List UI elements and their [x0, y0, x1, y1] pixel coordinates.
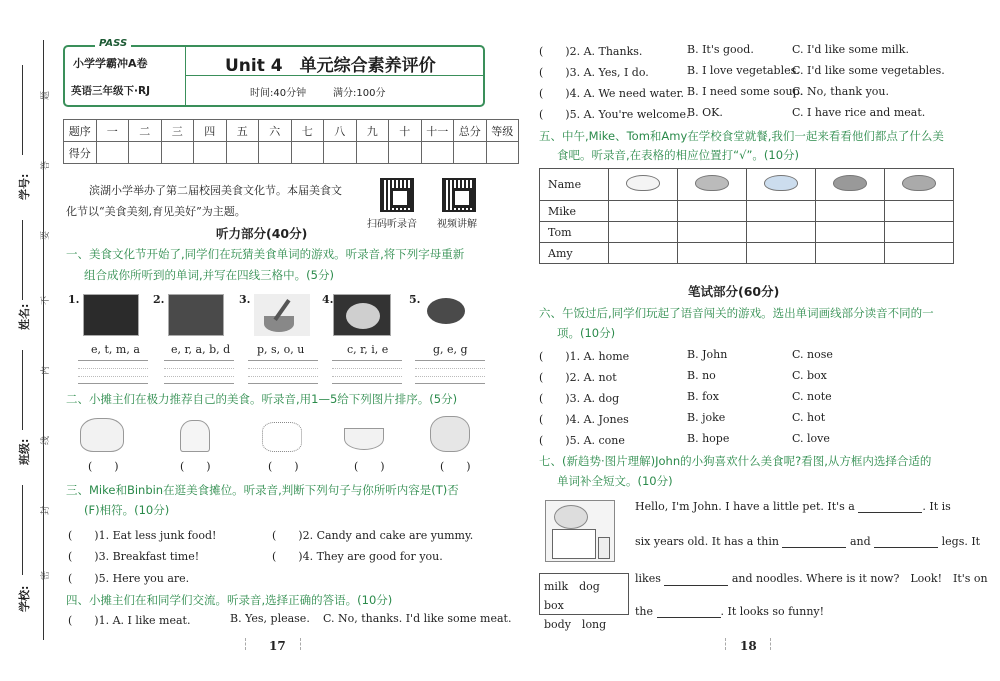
score-cell[interactable] [486, 142, 519, 164]
score-row-label: 得分 [64, 142, 97, 164]
q4-item[interactable]: ( )1. A. I like meat. [68, 614, 191, 627]
page-mark [725, 638, 726, 650]
student-id-blank[interactable] [22, 65, 23, 155]
q6-item[interactable]: ( )2. A. not [539, 371, 617, 384]
score-cell[interactable] [291, 142, 324, 164]
fish-column-header [885, 169, 954, 201]
page-mark [770, 638, 771, 650]
answer-paren[interactable]: ( ) [268, 460, 299, 473]
answer-paren[interactable]: ( ) [354, 460, 385, 473]
writing-section-title: 笔试部分(60分) [688, 284, 780, 299]
dog-in-box-picture [545, 500, 615, 562]
q6-option[interactable]: B. no [687, 369, 716, 382]
score-header-cell: 六 [259, 120, 292, 142]
score-header-cell: 二 [129, 120, 162, 142]
student-name-blank[interactable] [22, 220, 23, 300]
binding-line [43, 40, 44, 640]
q1-letters: c, r, i, e [347, 343, 389, 356]
qr-code-video[interactable] [442, 178, 476, 212]
student-id-label: 学号: [18, 173, 31, 200]
q1-num: 5. [409, 293, 421, 306]
score-cell[interactable] [421, 142, 454, 164]
answer-blank[interactable] [874, 536, 938, 548]
q1-num: 2. [153, 293, 165, 306]
answer-paren[interactable]: ( ) [88, 460, 119, 473]
answer-paren[interactable]: ( ) [440, 460, 471, 473]
q6-option[interactable]: C. love [792, 432, 830, 445]
q4-item[interactable]: ( )2. A. Thanks. [539, 45, 643, 58]
cupcake-picture [180, 420, 210, 452]
score-cell[interactable] [389, 142, 422, 164]
q6-option[interactable]: C. box [792, 369, 827, 382]
score-cell[interactable] [194, 142, 227, 164]
school-blank[interactable] [22, 485, 23, 575]
score-header-cell: 等级 [486, 120, 519, 142]
q1-letters: p, s, o, u [257, 343, 305, 356]
q1-letters: e, t, m, a [91, 343, 140, 356]
passage-line: Hello, I'm John. I have a little pet. It's a . It is [635, 500, 951, 513]
passage-line: six years old. It has a thin and legs. It [635, 535, 981, 548]
q5-instruction: 五、中午,Mike、Tom和Amy在学校食堂就餐,我们一起来看看他们都点了什么美 [539, 129, 944, 143]
row-name: Tom [540, 222, 609, 243]
seal-mark: 题 [41, 90, 51, 100]
rice-bowl-icon [626, 175, 660, 191]
qr-code-audio[interactable] [380, 178, 414, 212]
intro-line: 滨湖小学举办了第二届校园美食文化节。本届美食文 [89, 184, 342, 197]
q1-letters: g, e, g [433, 343, 468, 356]
food-table [539, 168, 954, 264]
score-header-cell: 七 [291, 120, 324, 142]
score-header-cell: 总分 [454, 120, 487, 142]
seal-mark: 要 [41, 230, 51, 240]
q6-option[interactable]: C. nose [792, 348, 833, 361]
meat-column-header [816, 169, 885, 201]
rice-column-header [609, 169, 678, 201]
word-bank-row: milk dog box [544, 580, 611, 612]
vegetables-column-header [747, 169, 816, 201]
page-number-right: 18 [740, 639, 757, 653]
answer-blank[interactable] [657, 606, 721, 618]
egg-picture [427, 298, 465, 324]
four-line-grid[interactable] [415, 360, 485, 384]
q4-option[interactable]: C. No, thank you. [792, 85, 889, 98]
q6-instruction: 六、午饭过后,同学们玩起了语音闯关的游戏。选出单词画线部分读音不同的一 [539, 306, 934, 320]
header-divider [185, 47, 186, 105]
q2-instruction: 二、小摊主们在极力推荐自己的美食。听录音,用1—5给下列图片排序。(5分) [66, 392, 458, 406]
q4-option[interactable]: C. I have rice and meat. [792, 106, 926, 119]
score-cell[interactable] [129, 142, 162, 164]
soup-bowl-picture [344, 428, 384, 450]
word-bank-row: body long [544, 618, 607, 631]
seal-mark: 封 [41, 505, 51, 515]
q6-item[interactable]: ( )3. A. dog [539, 392, 620, 405]
q3-instruction: 三、Mike和Binbin在逛美食摊位。听录音,判断下列句子与你所听内容是(T)否 [66, 483, 459, 497]
q4-item[interactable]: ( )4. A. We need water. [539, 87, 685, 100]
passage-line: the . It looks so funny! [635, 605, 825, 618]
q3-item[interactable]: ( )1. Eat less junk food! [68, 529, 217, 542]
class-blank[interactable] [22, 350, 23, 430]
vegetables-picture [430, 416, 470, 452]
four-line-grid[interactable] [248, 360, 318, 384]
check-cell[interactable] [678, 243, 747, 264]
q1-num: 3. [239, 293, 251, 306]
score-cell[interactable] [226, 142, 259, 164]
seal-mark: 内 [41, 365, 51, 375]
score-header-cell: 题序 [64, 120, 97, 142]
q4-item[interactable]: ( )3. A. Yes, I do. [539, 66, 649, 79]
score-header-cell: 三 [161, 120, 194, 142]
q6-option[interactable]: C. hot [792, 411, 826, 424]
q4-option[interactable]: B. It's good. [687, 43, 754, 56]
meat-plate-icon [833, 175, 867, 191]
four-line-grid[interactable] [164, 360, 234, 384]
check-cell[interactable] [609, 201, 678, 222]
four-line-grid[interactable] [332, 360, 402, 384]
word-bank [539, 573, 629, 631]
listening-section-title: 听力部分(40分) [216, 226, 308, 241]
q4-option[interactable]: C. No, thanks. I'd like some meat. [323, 612, 512, 625]
check-cell[interactable] [885, 201, 954, 222]
student-name-label: 姓名: [18, 303, 31, 330]
edition-label: 英语三年级下·RJ [71, 85, 150, 97]
q6-item[interactable]: ( )5. A. cone [539, 434, 625, 447]
score-header-cell: 五 [226, 120, 259, 142]
score-header-cell: 一 [96, 120, 129, 142]
check-cell[interactable] [885, 243, 954, 264]
q5-instruction: 食吧。听录音,在表格的相应位置打“√”。(10分) [557, 148, 800, 162]
q6-item[interactable]: ( )4. A. Jones [539, 413, 629, 426]
q1-num: 4. [322, 293, 334, 306]
qr-audio-label: 扫码听录音 [367, 219, 417, 230]
rice-picture [333, 294, 391, 336]
check-cell[interactable] [609, 243, 678, 264]
q4-option[interactable]: B. I need some soup. [687, 85, 804, 98]
q6-option[interactable]: B. hope [687, 432, 730, 445]
q1-instruction: 一、美食文化节开始了,同学们在玩猜美食单词的游戏。听录音,将下列字母重新 [66, 247, 465, 261]
school-label: 学校: [18, 585, 31, 612]
q1-num: 1. [68, 293, 80, 306]
q4-item[interactable]: ( )5. A. You're welcome. [539, 108, 690, 121]
q6-option[interactable]: C. note [792, 390, 832, 403]
answer-blank[interactable] [782, 536, 846, 548]
check-cell[interactable] [747, 222, 816, 243]
q7-instruction: 单词补全短文。(10分) [557, 474, 673, 488]
seal-mark: 答 [41, 160, 51, 170]
q3-item[interactable]: ( )2. Candy and cake are yummy. [272, 529, 474, 542]
score-cell[interactable] [96, 142, 129, 164]
meat-picture [83, 294, 139, 336]
row-name: Amy [540, 243, 609, 264]
table-header-name: Name [540, 169, 609, 201]
series-name: 小学学霸冲A卷 [73, 57, 148, 70]
full-score: 满分:100分 [333, 88, 386, 99]
q4-instruction: 四、小摊主们在和同学们交流。听录音,选择正确的答语。(10分) [66, 593, 393, 607]
qr-video-label: 视频讲解 [437, 219, 477, 230]
time-limit: 时间:40分钟 [250, 88, 307, 99]
q3-item[interactable]: ( )3. Breakfast time! [68, 550, 200, 563]
score-header-cell: 十 [389, 120, 422, 142]
q6-option[interactable]: B. John [687, 348, 728, 361]
check-cell[interactable] [816, 201, 885, 222]
four-line-grid[interactable] [78, 360, 148, 384]
score-header-cell: 八 [324, 120, 357, 142]
fish-plate-icon [902, 175, 936, 191]
page-title: Unit 4 单元综合素养评价 [225, 56, 436, 76]
page-mark [300, 638, 301, 650]
seal-mark: 线 [41, 435, 51, 445]
q6-option[interactable]: B. fox [687, 390, 719, 403]
check-cell[interactable] [816, 222, 885, 243]
score-cell[interactable] [454, 142, 487, 164]
q4-option[interactable]: B. Yes, please. [230, 612, 310, 625]
check-cell[interactable] [885, 222, 954, 243]
answer-blank[interactable] [858, 501, 922, 513]
soup-picture [254, 294, 310, 336]
page-mark [245, 638, 246, 650]
score-table [63, 119, 519, 164]
q4-option[interactable]: C. I'd like some vegetables. [792, 64, 945, 77]
check-cell[interactable] [816, 243, 885, 264]
q6-option[interactable]: B. joke [687, 411, 726, 424]
soup-pot-icon [695, 175, 729, 191]
q6-item[interactable]: ( )1. A. home [539, 350, 630, 363]
score-header-cell: 十一 [421, 120, 454, 142]
check-cell[interactable] [609, 222, 678, 243]
q1-letters: e, r, a, b, d [171, 343, 231, 356]
check-cell[interactable] [678, 222, 747, 243]
score-header-cell: 四 [194, 120, 227, 142]
q6-instruction: 项。(10分) [557, 326, 616, 340]
q1-instruction: 组合成你所听到的单词,并写在四线三格中。(5分) [84, 268, 334, 282]
q3-instruction: (F)相符。(10分) [84, 503, 170, 517]
check-cell[interactable] [747, 201, 816, 222]
class-label: 班级: [18, 438, 31, 465]
score-cell[interactable] [324, 142, 357, 164]
seal-mark: 不 [41, 295, 51, 305]
answer-paren[interactable]: ( ) [180, 460, 211, 473]
soup-column-header [678, 169, 747, 201]
check-cell[interactable] [678, 201, 747, 222]
score-cell[interactable] [356, 142, 389, 164]
brand-logo: PASS [95, 38, 131, 49]
seal-mark: 密 [41, 570, 51, 580]
q4-option[interactable]: C. I'd like some milk. [792, 43, 909, 56]
score-cell[interactable] [161, 142, 194, 164]
row-name: Mike [540, 201, 609, 222]
score-header-cell: 九 [356, 120, 389, 142]
q3-item[interactable]: ( )4. They are good for you. [272, 550, 443, 563]
candy-picture [262, 422, 302, 452]
page-number-left: 17 [269, 639, 286, 653]
header-box [63, 38, 485, 107]
vegetables-plate-icon [764, 175, 798, 191]
passage-line: likes and noodles. Where is it now? Look! It's on [635, 572, 988, 585]
answer-blank[interactable] [664, 574, 728, 586]
bread-picture [168, 294, 224, 336]
check-cell[interactable] [747, 243, 816, 264]
score-cell[interactable] [259, 142, 292, 164]
intro-line: 化节以“美食美刻,育见美好”为主题。 [66, 205, 246, 218]
q7-instruction: 七、(新趋势·图片理解)John的小狗喜欢什么美食呢?看图,从方框内选择合适的 [539, 454, 932, 468]
q3-item[interactable]: ( )5. Here you are. [68, 572, 190, 585]
q4-option[interactable]: B. I love vegetables. [687, 64, 800, 77]
q4-option[interactable]: B. OK. [687, 106, 723, 119]
fruit-picture [80, 418, 124, 452]
